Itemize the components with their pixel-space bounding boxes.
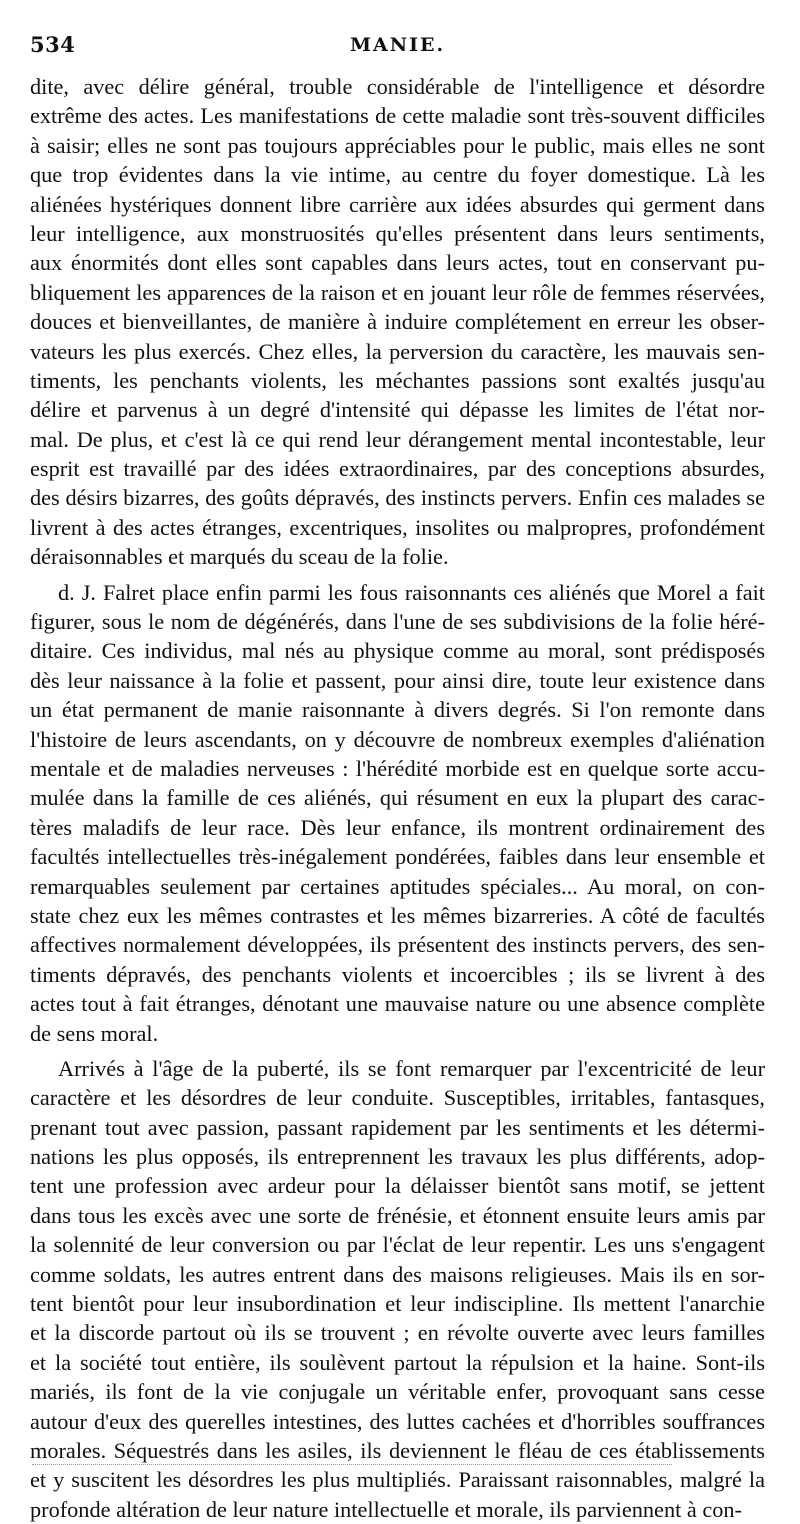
text-line: mariés, ils font de la vie conjugale un véritable enfer, provoquant sans cesse	[30, 1379, 765, 1405]
paragraph	[30, 1054, 765, 1524]
text-line: un état permanent de manie raisonnante à divers degrés. Si l'on remonte dans	[30, 697, 765, 723]
text-line: à saisir; elles ne sont pas toujours appréciables pour le public, mais elles ne sont	[30, 132, 765, 158]
text-line: actes tout à fait étranges, dénotant une mauvaise nature ou une absence complète	[30, 991, 765, 1017]
text-line: prenant tout avec passion, passant rapidement par les sentiments et les détermi-	[30, 1114, 765, 1140]
text-line: state chez eux les mêmes contrastes et les mêmes bizarreries. A côté de facultés	[30, 902, 765, 928]
text-line: timents, les penchants violents, les méchantes passions sont exaltés jusqu'au	[30, 367, 765, 393]
text-line: mulée dans la famille de ces aliénés, qui résument en eux la plupart des carac-	[30, 785, 765, 811]
text-line: timents dépravés, des penchants violents et incoercibles ; ils se livrent à des	[30, 961, 765, 987]
text-line: profonde altération de leur nature intellectuelle et morale, ils parviennent à con-	[30, 1496, 742, 1522]
text-line: tères maladifs de leur race. Dès leur enfance, ils montrent ordinairement des	[30, 814, 765, 840]
text-line: remarquables seulement par certaines aptitudes spéciales... Au moral, on con-	[30, 873, 765, 899]
text-line: mentale et de maladies nerveuses : l'hérédité morbide est en quelque sorte accu-	[30, 755, 765, 781]
text-line: douces et bienveillantes, de manière à induire complétement en erreur les obser-	[30, 309, 765, 335]
text-line: l'histoire de leurs ascendants, on y découvre de nombreux exemples d'aliénation	[30, 726, 765, 752]
body-text	[30, 72, 765, 1524]
text-line: tent une profession avec ardeur pour la délaisser bientôt sans motif, se jettent	[30, 1173, 765, 1199]
text-line: et la discorde partout où ils se trouvent ; en révolte ouverte avec leurs familles	[30, 1320, 765, 1346]
text-line: nations les plus opposés, ils entreprennent les travaux les plus différents, adop-	[30, 1144, 765, 1170]
text-line: tent bientôt pour leur insubordination et leur indiscipline. Ils mettent l'anarchie	[30, 1291, 765, 1317]
text-line: leur intelligence, aux monstruosités qu'elles présentent dans leurs sentiments,	[30, 220, 765, 246]
text-line: bliquement les apparences de la raison et en jouant leur rôle de femmes réservées,	[30, 279, 765, 305]
text-line: dans tous les excès avec une sorte de frénésie, et étonnent ensuite leurs amis par	[30, 1202, 765, 1228]
text-line: autour d'eux des querelles intestines, des luttes cachées et d'horribles souffrances	[30, 1408, 765, 1434]
text-line: des désirs bizarres, des goûts dépravés, des instincts pervers. Enfin ces malades se	[30, 485, 765, 511]
text-line: aux énormités dont elles sont capables dans leurs actes, tout en conservant pu-	[30, 250, 765, 276]
text-line: aliénées hystériques donnent libre carrière aux idées absurdes qui germent dans	[30, 191, 765, 217]
paragraph	[30, 72, 765, 572]
text-line: de sens moral.	[30, 1020, 159, 1046]
text-line: figurer, sous le nom de dégénérés, dans l'une de ses subdivisions de la folie héré-	[30, 609, 765, 635]
text-line: délire et parvenus à un degré d'intensité qui dépasse les limites de l'état nor-	[30, 397, 765, 423]
running-title: MANIE.	[349, 34, 446, 56]
text-line: comme soldats, les autres entrent dans des maisons religieuses. Mais ils en sor-	[30, 1261, 765, 1287]
text-line: mal. De plus, et c'est là ce qui rend leur dérangement mental incontestable, leur	[30, 426, 765, 452]
text-line: esprit est travaillé par des idées extraordinaires, par des conceptions absurdes,	[30, 456, 765, 482]
text-line: dite, avec délire général, trouble considérable de l'intelligence et désordre	[30, 74, 765, 99]
text-line: que trop évidentes dans la vie intime, au centre du foyer domestique. Là les	[30, 162, 765, 188]
page-header	[30, 28, 765, 62]
text-line: et la société tout entière, ils soulèvent partout la répulsion et la haine. Sont-ils	[30, 1349, 765, 1375]
bottom-dotted-rule	[32, 1464, 672, 1465]
text-line: la solennité de leur conversion ou par l'éclat de leur repentir. Les uns s'engagent	[30, 1232, 765, 1258]
page-number: 534	[30, 32, 76, 57]
text-line: et y suscitent les désordres les plus multipliés. Paraissant raisonnables, malgré la	[30, 1467, 765, 1493]
text-line: facultés intellectuelles très-inégalement pondérées, faibles dans leur ensemble et	[30, 844, 765, 870]
text-line: Arrivés à l'âge de la puberté, ils se font remarquer par l'excentricité de leur	[58, 1055, 765, 1081]
text-line: d. J. Falret place enfin parmi les fous raisonnants ces aliénés que Morel a fait	[58, 579, 765, 605]
paragraph	[30, 578, 765, 1048]
text-line: ditaire. Ces individus, mal nés au physique comme au moral, sont prédisposés	[30, 638, 765, 664]
text-line: dès leur naissance à la folie et passent, pour ainsi dire, toute leur existence dans	[30, 667, 765, 693]
text-line: caractère et les désordres de leur conduite. Susceptibles, irritables, fantasques,	[30, 1085, 765, 1111]
text-line: vateurs les plus exercés. Chez elles, la perversion du caractère, les mauvais sen-	[30, 338, 765, 364]
text-line: affectives normalement développées, ils présentent des instincts pervers, des sen-	[30, 932, 765, 958]
text-line: extrême des actes. Les manifestations de cette maladie sont très-souvent difficiles	[30, 103, 765, 129]
text-line: morales. Séquestrés dans les asiles, ils deviennent le fléau de ces établissements	[30, 1437, 765, 1463]
text-line: déraisonnables et marqués du sceau de la folie.	[30, 544, 449, 570]
text-line: livrent à des actes étranges, excentriques, insolites ou malpropres, profondément	[30, 514, 765, 540]
